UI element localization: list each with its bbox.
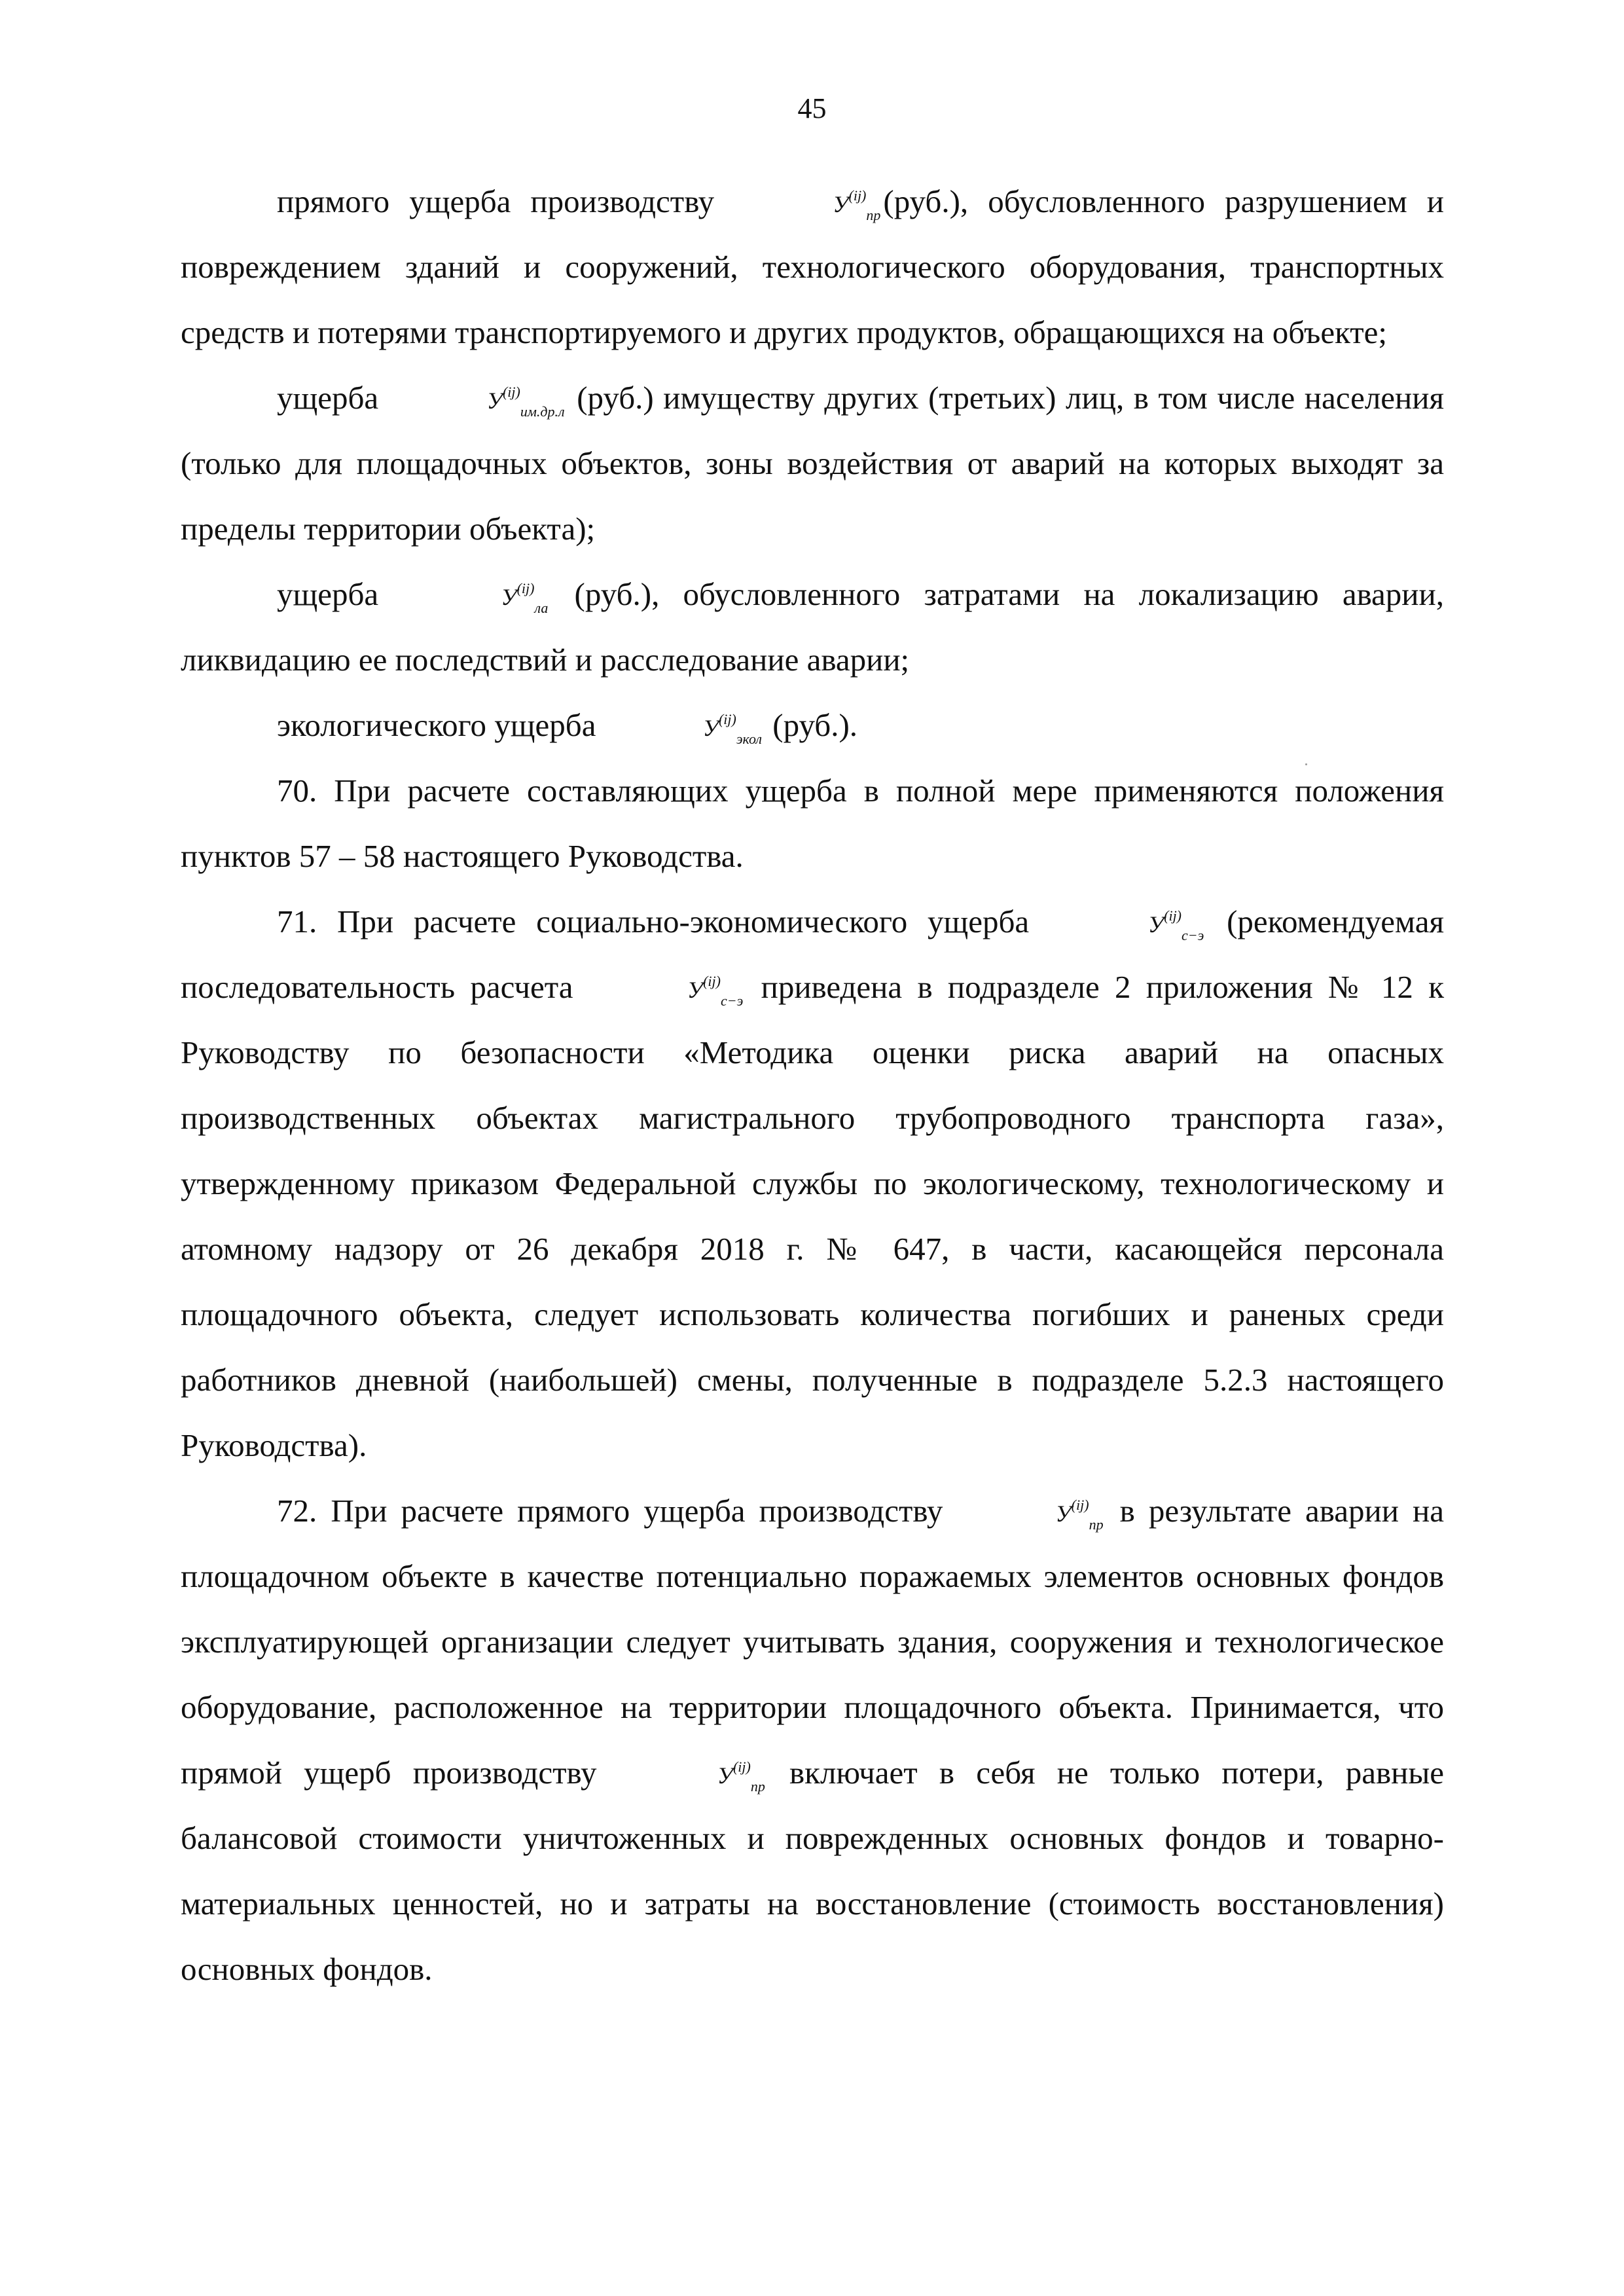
text-fragment: (руб.), обусловленного разрушением и повреждением зданий и сооружений, технологического оборудования, транспортных средств и потерями транспортируемого и других продуктов, обращающихся на объекте; [181, 183, 1445, 350]
text-fragment: приведена в подразделе 2 приложения № 12 к Руководству по безопасности «Методика оценки риска аварий на опасных производственных объектах магистрального трубопроводного транспорта газа», утвержденному приказом Федеральной службы по экологическому, технологическому и атомному надзору от 26 декабря 2018 г. № 647, в части, касающейся персонала площадочного объекта, следует использовать количества погибших и раненых среди работников дневной (наибольшей) смены, полученные в подразделе 5.2.3 настоящего Руководства). [181, 969, 1445, 1463]
paragraph-item-72 [181, 1478, 1444, 2002]
symbol-u-se: $У^{(ij)}_{с-э}$ [1147, 907, 1204, 943]
paragraph-item-70: 70. При расчете составляющих ущерба в полной мере применяются положения пунктов 57 – 58 настоящего Руководства. [181, 773, 1444, 874]
text-fragment: включает в себя не только потери, равные балансовой стоимости уничтоженных и поврежденных основных фондов и товарно-материальных ценностей, но и затраты на восстановление (стоимость восстановления) основных фондов. [181, 1755, 1444, 1987]
paragraph-direct-damage [181, 169, 1444, 365]
text-fragment: 72. При расчете прямого ущерба производству [277, 1493, 943, 1529]
text-fragment: (руб.) имуществу других (третьих) лиц, в том числе населения (только для площадочных объектов, зоны воздействия от аварий на которых выходят за пределы территории объекта); [181, 380, 1445, 547]
symbol-u-se-2: $У^{(ij)}_{с-э}$ [687, 973, 744, 1009]
symbol-u-pr-2: $У^{(ij)}_{пр}$ [1055, 1497, 1104, 1533]
text-fragment: (рекомендуемая последовательность расчета [181, 903, 1444, 1005]
document-body [181, 169, 1444, 2002]
text-fragment: в результате аварии на площадочном объекте в качестве потенциально поражаемых элементов основных фондов эксплуатирующей организации следует учитывать здания, сооружения и технологическое оборудование, расположенное на территории площадочного объекта. Принимается, что прямой ущерб производству [181, 1493, 1445, 1791]
text-fragment: экологического ущерба [277, 707, 596, 743]
symbol-u-pr-3: $У^{(ij)}_{пр}$ [717, 1758, 765, 1795]
text-fragment: 71. При расчете социально-экономического ущерба [277, 903, 1030, 939]
symbol-u-pr: $У^{(ij)}_{пр}$ [833, 187, 881, 223]
text-fragment: (руб.). [772, 707, 858, 743]
paragraph-localization-damage [181, 562, 1444, 693]
page-number: 45 [797, 92, 827, 124]
text-fragment: прямого ущерба производству [277, 183, 715, 219]
symbol-u-im: $У^{(ij)}_{им.др.л}$ [486, 384, 565, 420]
paragraph-item-71 [181, 889, 1444, 1478]
paragraph-ecological-damage [181, 693, 1444, 758]
text-fragment: (руб.), обусловленного затратами на локализацию аварии, ликвидацию ее последствий и расследование аварии; [181, 576, 1445, 678]
text-fragment: ущерба [277, 576, 379, 612]
text-fragment: ущерба [277, 380, 379, 416]
symbol-u-la: $У^{(ij)}_{ла}$ [501, 580, 549, 616]
scan-speck [1305, 763, 1307, 765]
symbol-u-ekol: $У^{(ij)}_{экол}$ [702, 711, 763, 747]
paragraph-third-party-damage [181, 365, 1444, 562]
